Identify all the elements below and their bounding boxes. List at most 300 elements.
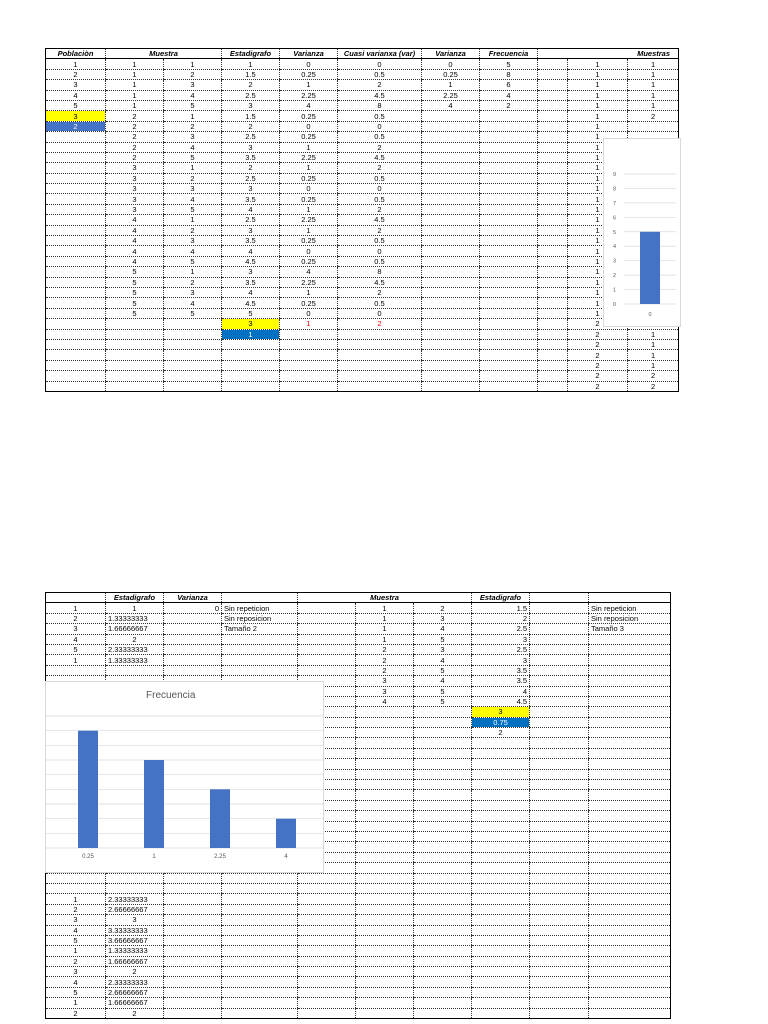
table-cell[interactable]: 0: [164, 603, 222, 613]
table-cell[interactable]: [530, 852, 589, 862]
table-cell[interactable]: 2: [628, 381, 679, 391]
table-cell[interactable]: [222, 350, 280, 360]
table-cell[interactable]: [106, 319, 164, 329]
table-cell[interactable]: 1: [568, 277, 628, 287]
table-cell[interactable]: 1: [568, 59, 628, 69]
table-cell[interactable]: [530, 831, 589, 841]
table-cell[interactable]: [414, 998, 472, 1008]
table-cell[interactable]: [414, 707, 472, 717]
table-cell[interactable]: [222, 967, 298, 977]
table-cell[interactable]: 4: [472, 686, 530, 696]
table-cell[interactable]: [164, 967, 222, 977]
table-cell[interactable]: [164, 350, 222, 360]
table-cell[interactable]: [530, 998, 589, 1008]
table-cell[interactable]: 4: [106, 236, 164, 246]
table-cell[interactable]: [422, 121, 480, 131]
table-cell[interactable]: [356, 717, 414, 727]
table-cell[interactable]: [414, 717, 472, 727]
table-cell[interactable]: [530, 748, 589, 758]
table-cell[interactable]: [422, 215, 480, 225]
table-cell[interactable]: [356, 800, 414, 810]
table-cell[interactable]: [106, 371, 164, 381]
table-cell[interactable]: 4.5: [338, 277, 422, 287]
table-cell[interactable]: [472, 769, 530, 779]
table-cell[interactable]: [589, 946, 671, 956]
table-cell[interactable]: 2: [106, 967, 164, 977]
bottom-header-blank[interactable]: [46, 593, 106, 603]
table-cell[interactable]: 1: [568, 152, 628, 162]
table-cell[interactable]: [589, 748, 671, 758]
table-cell[interactable]: [356, 748, 414, 758]
table-cell[interactable]: 3.66666667: [106, 935, 164, 945]
table-cell[interactable]: [480, 173, 538, 183]
table-cell[interactable]: [530, 915, 589, 925]
table-cell[interactable]: [530, 977, 589, 987]
header-varianza-2[interactable]: Varianza: [422, 49, 480, 59]
table-cell[interactable]: 5: [414, 696, 472, 706]
table-cell[interactable]: [538, 319, 568, 329]
table-cell[interactable]: 4: [480, 90, 538, 100]
table-cell[interactable]: [589, 925, 671, 935]
table-cell[interactable]: 1: [106, 69, 164, 79]
table-cell[interactable]: [530, 883, 589, 893]
table-cell[interactable]: [414, 780, 472, 790]
table-cell[interactable]: 0: [338, 59, 422, 69]
table-cell[interactable]: [422, 287, 480, 297]
table-cell[interactable]: [480, 371, 538, 381]
table-cell[interactable]: 1: [164, 215, 222, 225]
table-cell[interactable]: [356, 925, 414, 935]
table-cell[interactable]: [538, 246, 568, 256]
table-cell[interactable]: [414, 987, 472, 997]
table-cell[interactable]: [472, 956, 530, 966]
table-cell[interactable]: 5: [46, 935, 106, 945]
table-cell[interactable]: [530, 925, 589, 935]
table-cell[interactable]: [414, 1008, 472, 1018]
table-cell[interactable]: [472, 811, 530, 821]
table-cell[interactable]: [480, 225, 538, 235]
table-cell[interactable]: [589, 696, 671, 706]
table-cell[interactable]: [472, 790, 530, 800]
table-cell[interactable]: [589, 883, 671, 893]
table-cell[interactable]: [46, 194, 106, 204]
table-cell[interactable]: [280, 381, 338, 391]
header-muestras[interactable]: Muestras: [538, 49, 679, 59]
table-cell[interactable]: 2: [480, 100, 538, 110]
table-cell[interactable]: [356, 831, 414, 841]
table-cell[interactable]: [480, 287, 538, 297]
table-cell[interactable]: 2.5: [472, 624, 530, 634]
table-cell[interactable]: [298, 956, 356, 966]
table-cell[interactable]: 3: [106, 204, 164, 214]
table-cell[interactable]: 1: [46, 603, 106, 613]
table-cell[interactable]: [414, 863, 472, 873]
table-cell[interactable]: 4.5: [338, 215, 422, 225]
table-cell[interactable]: [414, 915, 472, 925]
table-cell[interactable]: 2.25: [280, 90, 338, 100]
table-cell[interactable]: [472, 821, 530, 831]
table-cell[interactable]: [164, 381, 222, 391]
table-cell[interactable]: 2: [568, 339, 628, 349]
table-cell[interactable]: [472, 1008, 530, 1018]
table-cell[interactable]: 2: [568, 360, 628, 370]
table-cell[interactable]: [530, 811, 589, 821]
table-cell[interactable]: [46, 204, 106, 214]
table-cell[interactable]: [414, 935, 472, 945]
table-cell[interactable]: 2: [164, 69, 222, 79]
table-cell[interactable]: [472, 935, 530, 945]
table-cell[interactable]: 0.5: [338, 111, 422, 121]
table-cell[interactable]: [222, 894, 298, 904]
table-cell[interactable]: [589, 759, 671, 769]
table-cell[interactable]: [164, 946, 222, 956]
table-cell[interactable]: 1: [628, 100, 679, 110]
table-cell[interactable]: 3.5: [472, 665, 530, 675]
table-cell[interactable]: 0.25: [280, 256, 338, 266]
table-cell[interactable]: 1: [568, 100, 628, 110]
table-cell[interactable]: 1.66666667: [106, 998, 164, 1008]
table-cell[interactable]: [298, 967, 356, 977]
table-cell[interactable]: [530, 603, 589, 613]
table-cell[interactable]: 5: [106, 298, 164, 308]
table-cell[interactable]: [480, 319, 538, 329]
table-cell[interactable]: 1: [568, 69, 628, 79]
table-cell[interactable]: 3.5: [472, 676, 530, 686]
table-cell[interactable]: [298, 977, 356, 987]
table-cell[interactable]: [222, 360, 280, 370]
table-cell[interactable]: [164, 634, 222, 644]
table-cell[interactable]: 1.33333333: [106, 613, 164, 623]
table-cell[interactable]: [356, 956, 414, 966]
table-cell[interactable]: [46, 256, 106, 266]
table-cell[interactable]: [356, 1008, 414, 1018]
table-cell[interactable]: [414, 759, 472, 769]
table-cell[interactable]: 1: [164, 163, 222, 173]
table-cell[interactable]: [480, 236, 538, 246]
header-frecuencia[interactable]: Frecuencia: [480, 49, 538, 59]
table-cell[interactable]: 1: [46, 59, 106, 69]
table-cell[interactable]: [46, 360, 106, 370]
table-cell[interactable]: [530, 624, 589, 634]
table-cell[interactable]: [414, 852, 472, 862]
table-cell[interactable]: 2: [46, 956, 106, 966]
table-cell[interactable]: 1: [568, 298, 628, 308]
table-cell[interactable]: [480, 121, 538, 131]
table-cell[interactable]: [480, 163, 538, 173]
table-cell[interactable]: 3: [222, 142, 280, 152]
table-cell[interactable]: 4: [422, 100, 480, 110]
table-cell[interactable]: 5: [106, 267, 164, 277]
table-cell[interactable]: 5: [46, 987, 106, 997]
table-cell[interactable]: 1: [280, 204, 338, 214]
table-cell[interactable]: 3: [472, 707, 530, 717]
table-cell[interactable]: [480, 111, 538, 121]
table-cell[interactable]: Sin reposicion: [589, 613, 671, 623]
table-cell[interactable]: 1: [628, 329, 679, 339]
table-cell[interactable]: [589, 915, 671, 925]
table-cell[interactable]: [298, 935, 356, 945]
table-cell[interactable]: [106, 883, 164, 893]
table-cell[interactable]: [414, 946, 472, 956]
table-cell[interactable]: 2.25: [280, 215, 338, 225]
table-cell[interactable]: [589, 821, 671, 831]
table-cell[interactable]: Tamaño 2: [222, 624, 298, 634]
table-cell[interactable]: [164, 624, 222, 634]
table-cell[interactable]: 3: [164, 287, 222, 297]
table-cell[interactable]: 5: [164, 256, 222, 266]
table-cell[interactable]: [530, 904, 589, 914]
table-cell[interactable]: 0.25: [280, 173, 338, 183]
table-cell[interactable]: [530, 728, 589, 738]
table-cell[interactable]: [46, 277, 106, 287]
table-cell[interactable]: [356, 769, 414, 779]
table-cell[interactable]: [589, 873, 671, 883]
table-cell[interactable]: 2: [338, 204, 422, 214]
table-cell[interactable]: [356, 842, 414, 852]
table-cell[interactable]: 4: [106, 246, 164, 256]
table-cell[interactable]: [414, 873, 472, 883]
table-cell[interactable]: [530, 1008, 589, 1018]
table-cell[interactable]: 0.5: [338, 69, 422, 79]
table-cell[interactable]: [480, 152, 538, 162]
table-cell[interactable]: [422, 339, 480, 349]
table-cell[interactable]: [414, 821, 472, 831]
table-cell[interactable]: [472, 883, 530, 893]
table-cell[interactable]: [538, 267, 568, 277]
table-cell[interactable]: [472, 800, 530, 810]
table-cell[interactable]: [356, 852, 414, 862]
table-cell[interactable]: [422, 277, 480, 287]
table-cell[interactable]: [422, 184, 480, 194]
table-cell[interactable]: 4: [414, 624, 472, 634]
table-cell[interactable]: [298, 613, 356, 623]
table-cell[interactable]: 0: [280, 59, 338, 69]
table-cell[interactable]: 1: [568, 194, 628, 204]
table-cell[interactable]: [589, 977, 671, 987]
table-cell[interactable]: [164, 987, 222, 997]
table-cell[interactable]: 1: [356, 634, 414, 644]
table-cell[interactable]: 4.5: [338, 90, 422, 100]
table-cell[interactable]: [356, 967, 414, 977]
table-cell[interactable]: 1: [356, 624, 414, 634]
table-cell[interactable]: 2: [164, 225, 222, 235]
table-cell[interactable]: 1: [628, 90, 679, 100]
table-cell[interactable]: [628, 121, 679, 131]
table-cell[interactable]: [422, 194, 480, 204]
table-cell[interactable]: [414, 967, 472, 977]
table-cell[interactable]: [472, 915, 530, 925]
table-cell[interactable]: [538, 225, 568, 235]
table-cell[interactable]: 2: [106, 121, 164, 131]
table-cell[interactable]: [164, 371, 222, 381]
table-cell[interactable]: [422, 246, 480, 256]
table-cell[interactable]: [46, 215, 106, 225]
table-cell[interactable]: [298, 665, 356, 675]
table-cell[interactable]: 1: [628, 360, 679, 370]
table-cell[interactable]: [538, 236, 568, 246]
table-cell[interactable]: [589, 894, 671, 904]
table-cell[interactable]: 4: [222, 287, 280, 297]
table-cell[interactable]: 1: [628, 59, 679, 69]
table-cell[interactable]: 0.5: [338, 194, 422, 204]
table-cell[interactable]: [422, 111, 480, 121]
table-cell[interactable]: [222, 977, 298, 987]
table-cell[interactable]: 3: [356, 686, 414, 696]
table-cell[interactable]: 1: [422, 80, 480, 90]
table-cell[interactable]: [538, 256, 568, 266]
table-cell[interactable]: 1.33333333: [106, 655, 164, 665]
table-cell[interactable]: [414, 738, 472, 748]
table-cell[interactable]: [422, 225, 480, 235]
table-cell[interactable]: 2.5: [222, 173, 280, 183]
table-cell[interactable]: [530, 707, 589, 717]
table-cell[interactable]: 2: [338, 163, 422, 173]
table-cell[interactable]: [422, 308, 480, 318]
header-cuasi-varianza[interactable]: Cuasi varianxa (var): [338, 49, 422, 59]
table-cell[interactable]: [530, 644, 589, 654]
table-cell[interactable]: 2: [568, 371, 628, 381]
table-cell[interactable]: 0: [338, 184, 422, 194]
table-cell[interactable]: [106, 350, 164, 360]
bottom-header-muestra[interactable]: Muestra: [298, 593, 472, 603]
table-cell[interactable]: 1: [46, 946, 106, 956]
table-cell[interactable]: 1: [628, 339, 679, 349]
table-cell[interactable]: [164, 613, 222, 623]
table-cell[interactable]: 2: [568, 319, 628, 329]
table-cell[interactable]: 2: [414, 603, 472, 613]
table-cell[interactable]: 1: [106, 100, 164, 110]
table-cell[interactable]: 5: [164, 152, 222, 162]
table-cell[interactable]: 0.5: [338, 173, 422, 183]
table-cell[interactable]: [106, 339, 164, 349]
table-cell[interactable]: [589, 717, 671, 727]
table-cell[interactable]: [222, 665, 298, 675]
table-cell[interactable]: [280, 329, 338, 339]
table-cell[interactable]: 1: [164, 59, 222, 69]
table-cell[interactable]: [589, 800, 671, 810]
table-cell[interactable]: 1: [568, 184, 628, 194]
table-cell[interactable]: [472, 780, 530, 790]
table-cell[interactable]: [414, 831, 472, 841]
table-cell[interactable]: 1.33333333: [106, 946, 164, 956]
table-cell[interactable]: 3: [414, 613, 472, 623]
table-cell[interactable]: [46, 308, 106, 318]
table-cell[interactable]: [164, 904, 222, 914]
table-cell[interactable]: 3: [46, 80, 106, 90]
table-cell[interactable]: [472, 842, 530, 852]
table-cell[interactable]: [164, 998, 222, 1008]
table-cell[interactable]: 4: [106, 256, 164, 266]
table-cell[interactable]: [472, 759, 530, 769]
table-cell[interactable]: [164, 339, 222, 349]
table-cell[interactable]: [164, 894, 222, 904]
table-cell[interactable]: [472, 946, 530, 956]
table-cell[interactable]: 1.5: [222, 111, 280, 121]
table-cell[interactable]: [414, 728, 472, 738]
table-cell[interactable]: [164, 883, 222, 893]
table-cell[interactable]: [222, 998, 298, 1008]
table-cell[interactable]: 2: [356, 655, 414, 665]
table-cell[interactable]: 1: [280, 287, 338, 297]
table-cell[interactable]: 1: [280, 163, 338, 173]
table-cell[interactable]: 3.5: [222, 277, 280, 287]
table-cell[interactable]: [589, 935, 671, 945]
table-cell[interactable]: [538, 163, 568, 173]
table-cell[interactable]: 2: [106, 132, 164, 142]
table-cell[interactable]: [222, 381, 280, 391]
table-cell[interactable]: [480, 350, 538, 360]
table-cell[interactable]: [480, 246, 538, 256]
table-cell[interactable]: 1.66666667: [106, 624, 164, 634]
table-cell[interactable]: [222, 1008, 298, 1018]
table-cell[interactable]: 4.5: [338, 152, 422, 162]
table-cell[interactable]: [222, 655, 298, 665]
table-cell[interactable]: [222, 883, 298, 893]
table-cell[interactable]: [538, 111, 568, 121]
table-cell[interactable]: [589, 707, 671, 717]
table-cell[interactable]: [538, 360, 568, 370]
table-cell[interactable]: [106, 329, 164, 339]
table-cell[interactable]: [46, 883, 106, 893]
table-cell[interactable]: 1: [568, 90, 628, 100]
bottom-header-blank-2[interactable]: [222, 593, 298, 603]
table-cell[interactable]: [589, 644, 671, 654]
table-cell[interactable]: [414, 904, 472, 914]
table-cell[interactable]: [164, 925, 222, 935]
table-cell[interactable]: [298, 1008, 356, 1018]
table-cell[interactable]: Tamaño 3: [589, 624, 671, 634]
table-cell[interactable]: 1: [568, 80, 628, 90]
table-cell[interactable]: [46, 184, 106, 194]
table-cell[interactable]: [472, 998, 530, 1008]
table-cell[interactable]: 1: [568, 132, 628, 142]
table-cell[interactable]: [530, 686, 589, 696]
table-cell[interactable]: 1: [568, 256, 628, 266]
table-cell[interactable]: 4.5: [472, 696, 530, 706]
table-cell[interactable]: [480, 339, 538, 349]
table-cell[interactable]: [222, 915, 298, 925]
header-poblacion[interactable]: Poblaciòn: [46, 49, 106, 59]
table-cell[interactable]: 5: [106, 287, 164, 297]
table-cell[interactable]: [589, 728, 671, 738]
table-cell[interactable]: [422, 256, 480, 266]
table-cell[interactable]: [298, 655, 356, 665]
table-cell[interactable]: [46, 381, 106, 391]
table-cell[interactable]: 4.5: [222, 298, 280, 308]
table-cell[interactable]: 0.25: [280, 69, 338, 79]
table-cell[interactable]: 1: [568, 215, 628, 225]
table-cell[interactable]: [480, 360, 538, 370]
table-cell[interactable]: 0: [338, 246, 422, 256]
table-cell[interactable]: 3.5: [222, 194, 280, 204]
table-cell[interactable]: [589, 676, 671, 686]
table-cell[interactable]: [422, 350, 480, 360]
table-cell[interactable]: [356, 821, 414, 831]
table-cell[interactable]: 1: [356, 603, 414, 613]
table-cell[interactable]: [538, 287, 568, 297]
table-cell[interactable]: [422, 163, 480, 173]
table-cell[interactable]: 5: [46, 100, 106, 110]
table-cell[interactable]: 3: [164, 184, 222, 194]
table-cell[interactable]: [164, 655, 222, 665]
table-cell[interactable]: 4: [280, 267, 338, 277]
table-cell[interactable]: [538, 371, 568, 381]
table-cell[interactable]: 1: [568, 111, 628, 121]
table-cell[interactable]: [538, 215, 568, 225]
table-cell[interactable]: [480, 204, 538, 214]
table-cell[interactable]: [530, 821, 589, 831]
table-cell[interactable]: [338, 360, 422, 370]
